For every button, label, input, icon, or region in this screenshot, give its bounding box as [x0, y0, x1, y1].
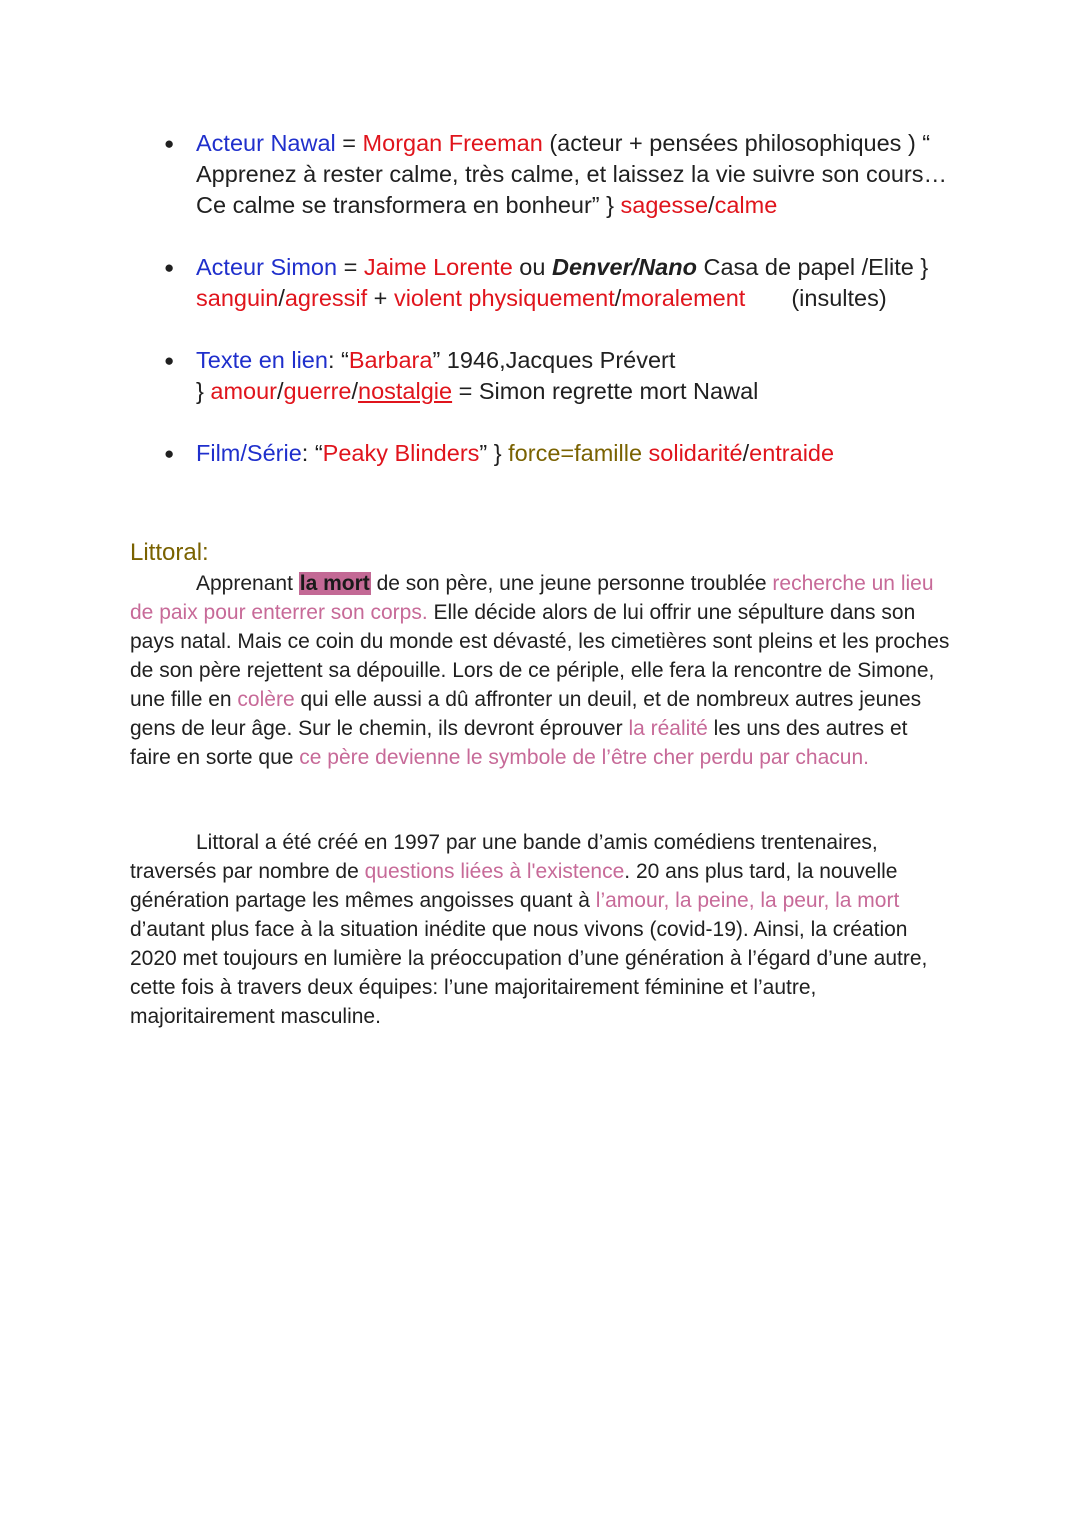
slash: /: [278, 285, 285, 311]
pink-phrase: questions liées à l'existence: [364, 860, 625, 883]
bullet-texte-en-lien: [130, 345, 950, 407]
pink-phrase: la réalité: [628, 717, 708, 740]
slash: /: [708, 192, 715, 218]
label-acteur-nawal: Acteur Nawal: [196, 130, 336, 156]
brace: }: [196, 378, 211, 404]
texte-conclusion: = Simon regrette mort Nawal: [452, 378, 759, 404]
keyword-force-famille: force=famille: [508, 440, 643, 466]
keyword-amour: amour: [210, 378, 278, 404]
slash: /: [351, 378, 359, 404]
close-quote-brace: ” }: [479, 440, 509, 466]
text-run: qui elle aussi a dû affronter un deuil, et de nombreux autres jeunes gens de leur âge. Sur le chemin, ils devront éprouver: [130, 688, 922, 740]
section-title-littoral: Littoral:: [130, 539, 209, 566]
series-title-peaky-blinders: Peaky Blinders: [322, 440, 480, 466]
word-ou: ou: [512, 254, 552, 280]
text-run: de son père, une jeune personne troublée: [370, 572, 773, 595]
highlight-la-mort: la mort: [299, 572, 370, 595]
text-run: les uns des autres et faire en sorte que: [130, 717, 908, 769]
bullet-acteur-simon: [130, 252, 950, 314]
keyword-calme: calme: [714, 192, 778, 218]
text-run: Apprenant: [196, 572, 299, 595]
keyword-entraide: entraide: [749, 440, 835, 466]
keyword-violent-physiquement: violent physiquement: [393, 285, 615, 311]
equals-sign: =: [337, 254, 364, 280]
pink-phrase: ce père devienne le symbole de l’être cher perdu par chacun.: [299, 746, 869, 769]
keyword-agressif: agressif: [284, 285, 368, 311]
slash: /: [277, 378, 284, 404]
label-texte-en-lien: Texte en lien: [196, 347, 328, 373]
keyword-sanguin: sanguin: [196, 285, 279, 311]
pink-phrase: colère: [237, 688, 295, 711]
slash: /: [614, 285, 622, 311]
slash: /: [742, 440, 750, 466]
bullet-film-serie: [130, 438, 950, 469]
character-bullet-list: [130, 128, 950, 469]
nawal-description: (acteur + pensées philosophiques ) “ Apprenez à rester calme, très calme, et laissez la vie suivre son cours… Ce calme se transformera en bonheur” }: [196, 130, 947, 218]
poem-title-barbara: Barbara: [348, 347, 433, 373]
actor-name-jaime-lorente: Jaime Lorente: [363, 254, 513, 280]
keyword-moralement: moralement: [621, 285, 746, 311]
text-run: Elle décide alors de lui offrir une sépulture dans son pays natal. Mais ce coin du monde est dévasté, les cimetières sont pleins et les proches de son père rejettent sa dépouille. Lors de ce périple, elle fera la rencontre de Simone, une fille en: [130, 601, 950, 711]
colon-quote: : “: [301, 440, 323, 466]
plus-sign: +: [367, 285, 394, 311]
equals-sign: =: [335, 130, 363, 156]
keyword-nostalgie: nostalgie: [358, 378, 453, 404]
bullet-acteur-nawal: [130, 128, 950, 221]
actor-name-morgan-freeman: Morgan Freeman: [362, 130, 543, 156]
text-run: Littoral a été créé en 1997 par une bande d’amis comédiens trentenaires, traversés par nombre de: [130, 831, 878, 883]
colon-quote: : “: [327, 347, 349, 373]
label-acteur-simon: Acteur Simon: [196, 254, 338, 280]
text-run: . 20 ans plus tard, la nouvelle génération partage les mêmes angoisses quant à: [130, 860, 898, 912]
role-denver-nano: Denver/Nano: [551, 254, 697, 280]
keyword-sagesse: sagesse: [620, 192, 709, 218]
littoral-synopsis-paragraph: [130, 569, 950, 772]
note-insultes: (insultes): [791, 285, 887, 311]
label-film-serie: Film/Série: [196, 440, 302, 466]
keyword-guerre: guerre: [283, 378, 352, 404]
keyword-solidarite: solidarité: [648, 440, 743, 466]
littoral-history-paragraph: [130, 828, 950, 1031]
poem-details: ” 1946,Jacques Prévert: [432, 347, 676, 373]
pink-phrase: l’amour, la peine, la peur, la mort: [595, 889, 900, 912]
pink-phrase: recherche un lieu de paix pour enterrer son corps.: [130, 572, 934, 624]
series-names: Casa de papel /Elite }: [696, 254, 929, 280]
text-run: d’autant plus face à la situation inédite que nous vivons (covid-19). Ainsi, la création 2020 met toujours en lumière la préoccupation d’une génération à l’égard d’une autre, cette fois à travers deux équipes: l’une majoritairement féminine et l’autre, majoritairement masculine.: [130, 918, 928, 1028]
